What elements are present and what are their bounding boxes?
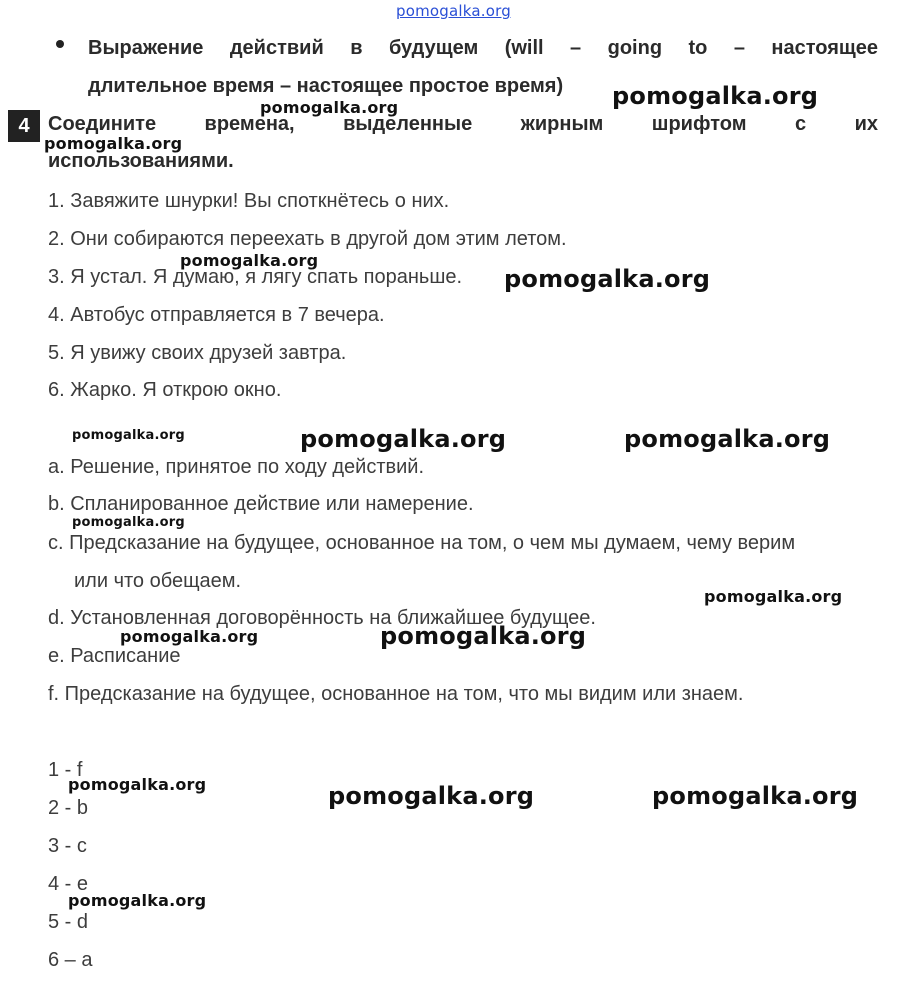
watermark: pomogalka.org	[612, 82, 819, 110]
watermark: pomogalka.org	[72, 428, 185, 443]
sentence-1: 1. Завяжите шнурки! Вы споткнётесь о них.	[48, 190, 450, 212]
watermark: pomogalka.org	[180, 251, 319, 270]
usage-c-line1: c. Предсказание на будущее, основанное на том, о чем мы думаем, чему верим	[48, 532, 796, 554]
task-number-badge: 4	[8, 110, 40, 142]
watermark: pomogalka.org	[652, 782, 859, 810]
sentence-4: 4. Автобус отправляется в 7 вечера.	[48, 304, 385, 326]
answer-4: 4 - e	[48, 873, 89, 895]
watermark: pomogalka.org	[328, 782, 535, 810]
watermark: pomogalka.org	[504, 265, 711, 293]
answer-1: 1 - f	[48, 759, 83, 781]
bullet-text-line1: Выражение действий в будущем (will – going to – настоящее	[88, 37, 878, 59]
answer-2: 2 - b	[48, 797, 89, 819]
answer-3: 3 - c	[48, 835, 87, 857]
usage-c-line2: или что обещаем.	[74, 570, 242, 592]
watermark: pomogalka.org	[260, 98, 399, 117]
watermark-top: pomogalka.org	[396, 2, 511, 20]
watermark: pomogalka.org	[704, 587, 843, 606]
watermark: pomogalka.org	[380, 622, 587, 650]
watermark: pomogalka.org	[68, 775, 207, 794]
sentence-2: 2. Они собираются переехать в другой дом этим летом.	[48, 228, 567, 250]
watermark: pomogalka.org	[68, 891, 207, 910]
usage-f: f. Предсказание на будущее, основанное на том, что мы видим или знаем.	[48, 683, 744, 705]
watermark: pomogalka.org	[300, 425, 507, 453]
sentence-5: 5. Я увижу своих друзей завтра.	[48, 342, 347, 364]
usage-a: a. Решение, принятое по ходу действий.	[48, 456, 425, 478]
usage-d: d. Установленная договорённость на ближайшее будущее.	[48, 607, 596, 629]
watermark: pomogalka.org	[72, 515, 185, 530]
answer-6: 6 – a	[48, 949, 93, 971]
task-heading-line2: использованиями.	[48, 150, 234, 172]
usage-b: b. Спланированное действие или намерение.	[48, 493, 474, 515]
bullet-dot	[56, 40, 64, 48]
watermark: pomogalka.org	[120, 627, 259, 646]
task-heading-line1: Соедините времена, выделенные жирным шрифтом с их	[48, 113, 878, 135]
watermark: pomogalka.org	[44, 134, 183, 153]
answer-5: 5 - d	[48, 911, 89, 933]
watermark: pomogalka.org	[624, 425, 831, 453]
sentence-6: 6. Жарко. Я открою окно.	[48, 379, 282, 401]
bullet-text-line2: длительное время – настоящее простое время)	[88, 75, 564, 97]
usage-e: e. Расписание	[48, 645, 181, 667]
sentence-3: 3. Я устал. Я думаю, я лягу спать пораньше.	[48, 266, 463, 288]
